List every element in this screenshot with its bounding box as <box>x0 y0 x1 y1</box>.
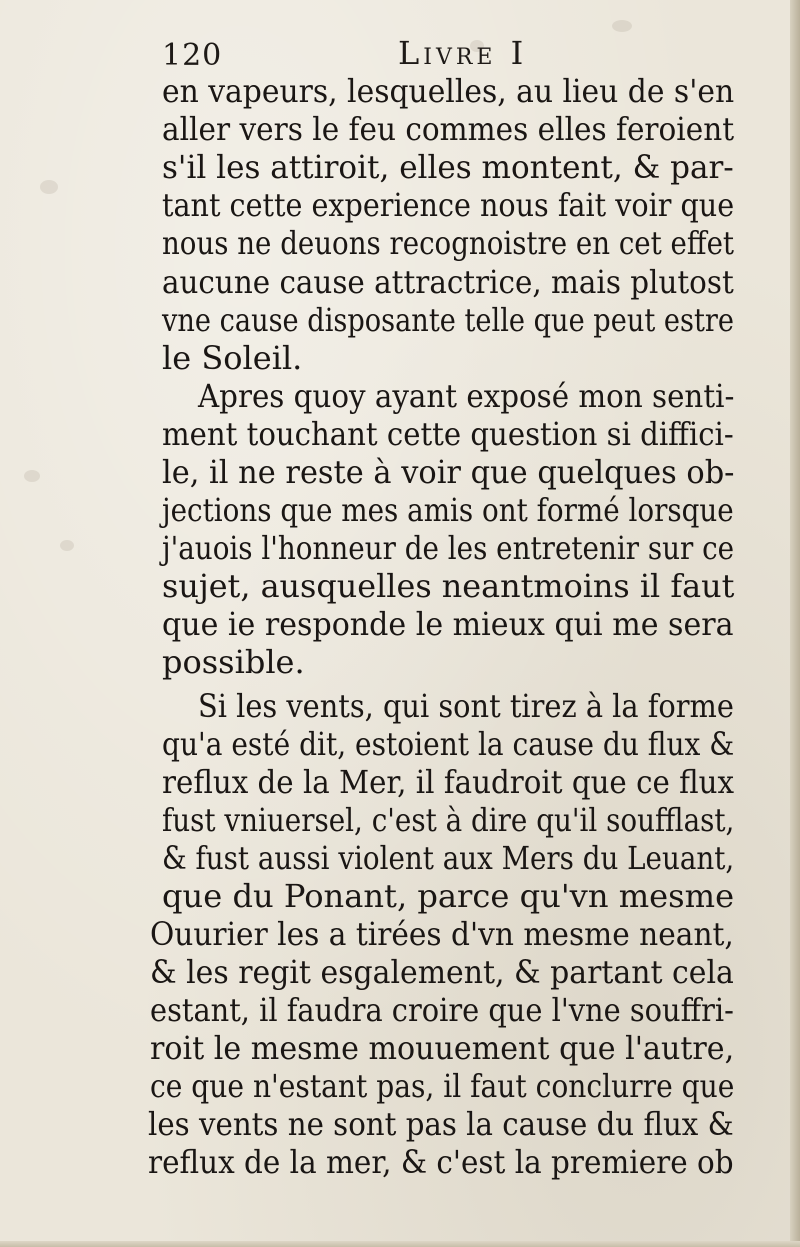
text-line: vne cause disposante telle que peut estre <box>162 301 734 339</box>
text-line: les vents ne sont pas la cause du flux & <box>148 1105 734 1143</box>
running-head: Livre I <box>398 34 528 72</box>
page-edge-bottom <box>0 1241 800 1247</box>
text-line: ment touchant cette question si diffici- <box>162 415 734 453</box>
page-number: 120 <box>162 38 223 73</box>
text-line: Ouurier les a tirées d'vn mesme neant, <box>150 915 734 953</box>
text-line: tant cette experience nous fait voir que <box>162 186 735 224</box>
text-line: en vapeurs, lesquelles, au lieu de s'en <box>162 72 735 110</box>
text-line: roit le mesme mouuement que l'autre, <box>150 1029 735 1067</box>
text-line: que ie responde le mieux qui me sera <box>162 605 734 643</box>
paper-stain <box>40 180 58 194</box>
paper-stain <box>60 540 74 551</box>
text-line: & les regit esgalement, & partant cela <box>150 953 734 991</box>
text-line: sujet, ausquelles neantmoins il faut <box>162 567 735 605</box>
text-line: jections que mes amis ont formé lorsque <box>162 491 734 529</box>
text-line: j'auois l'honneur de les entretenir sur ce <box>162 529 735 567</box>
paper-stain <box>24 470 40 482</box>
text-line: ce que n'estant pas, il faut conclurre que <box>150 1067 735 1105</box>
text-line: le Soleil. <box>162 339 303 377</box>
text-line: le, il ne reste à voir que quelques ob- <box>162 453 735 491</box>
text-line: que du Ponant, parce qu'vn mesme <box>162 877 735 915</box>
text-line: reflux de la mer, & c'est la premiere ob <box>148 1143 734 1181</box>
text-line: estant, il faudra croire que l'vne souffri- <box>150 991 734 1029</box>
text-line: Apres quoy ayant exposé mon senti- <box>198 377 735 415</box>
text-line: possible. <box>162 643 305 681</box>
text-line: qu'a esté dit, estoient la cause du flux & <box>162 725 735 763</box>
text-line: fust vniuersel, c'est à dire qu'il soufflast, <box>162 801 735 839</box>
text-line: & fust aussi violent aux Mers du Leuant, <box>162 839 735 877</box>
page-edge-right <box>790 0 800 1247</box>
text-line: nous ne deuons recognoistre en cet effet <box>162 224 735 262</box>
text-line: aller vers le feu commes elles feroient <box>162 110 735 148</box>
text-line: aucune cause attractrice, mais plutost <box>162 263 734 301</box>
text-line: reflux de la Mer, il faudroit que ce flux <box>162 763 735 801</box>
text-line: s'il les attiroit, elles montent, & par- <box>162 148 734 186</box>
text-line: Si les vents, qui sont tirez à la forme <box>198 687 734 725</box>
